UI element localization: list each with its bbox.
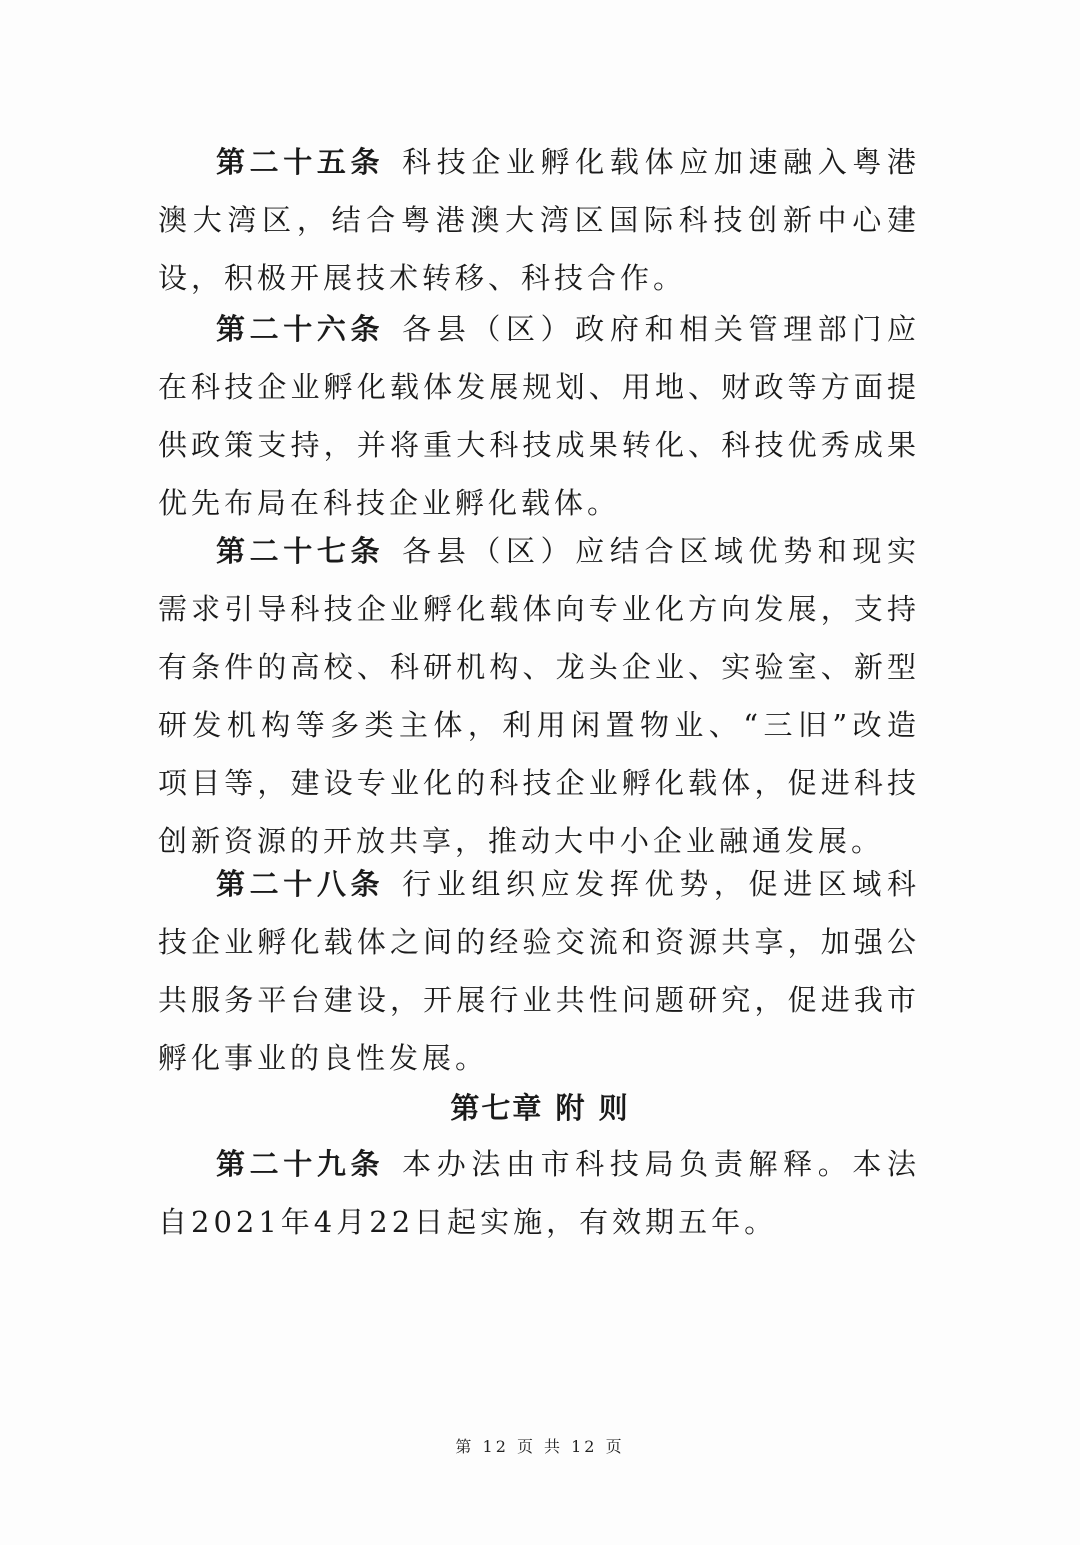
article-number: 第二十六条 <box>216 312 385 346</box>
page-footer: 第 12 页 共 12 页 <box>455 1437 625 1456</box>
article-text: 各县（区）应结合区域优势和现实需求引导科技企业孵化载体向专业化方向发展，支持有条件的高校、科研机构、龙头企业、实验室、新型研发机构等多类主体，利用闲置物业、“三旧”改造项目等，建设专业化的科技企业孵化载体，促进科技创新资源的开放共享，推动大中小企业融通发展。 <box>158 534 920 858</box>
article-text: 各县（区）政府和相关管理部门应在科技企业孵化载体发展规划、用地、财政等方面提供政策支持，并将重大科技成果转化、科技优秀成果优先布局在科技企业孵化载体。 <box>158 312 920 520</box>
chapter-heading: 第七章 附 则 <box>450 1091 630 1125</box>
article-28 <box>158 855 920 1087</box>
article-text: 科技企业孵化载体应加速融入粤港澳大湾区，结合粤港澳大湾区国际科技创新中心建设，积极开展技术转移、科技合作。 <box>158 145 920 295</box>
article-text: 本办法由市科技局负责解释。本法自2021年4月22日起实施，有效期五年。 <box>158 1147 920 1239</box>
article-26 <box>158 300 920 532</box>
article-27 <box>158 522 920 870</box>
article-29 <box>158 1135 920 1251</box>
article-number: 第二十八条 <box>216 867 385 901</box>
article-number: 第二十五条 <box>216 145 385 179</box>
article-number: 第二十七条 <box>216 534 385 568</box>
article-25 <box>158 133 920 307</box>
article-text: 行业组织应发挥优势，促进区域科技企业孵化载体之间的经验交流和资源共享，加强公共服务平台建设，开展行业共性问题研究，促进我市孵化事业的良性发展。 <box>158 867 920 1075</box>
article-number: 第二十九条 <box>216 1147 385 1181</box>
